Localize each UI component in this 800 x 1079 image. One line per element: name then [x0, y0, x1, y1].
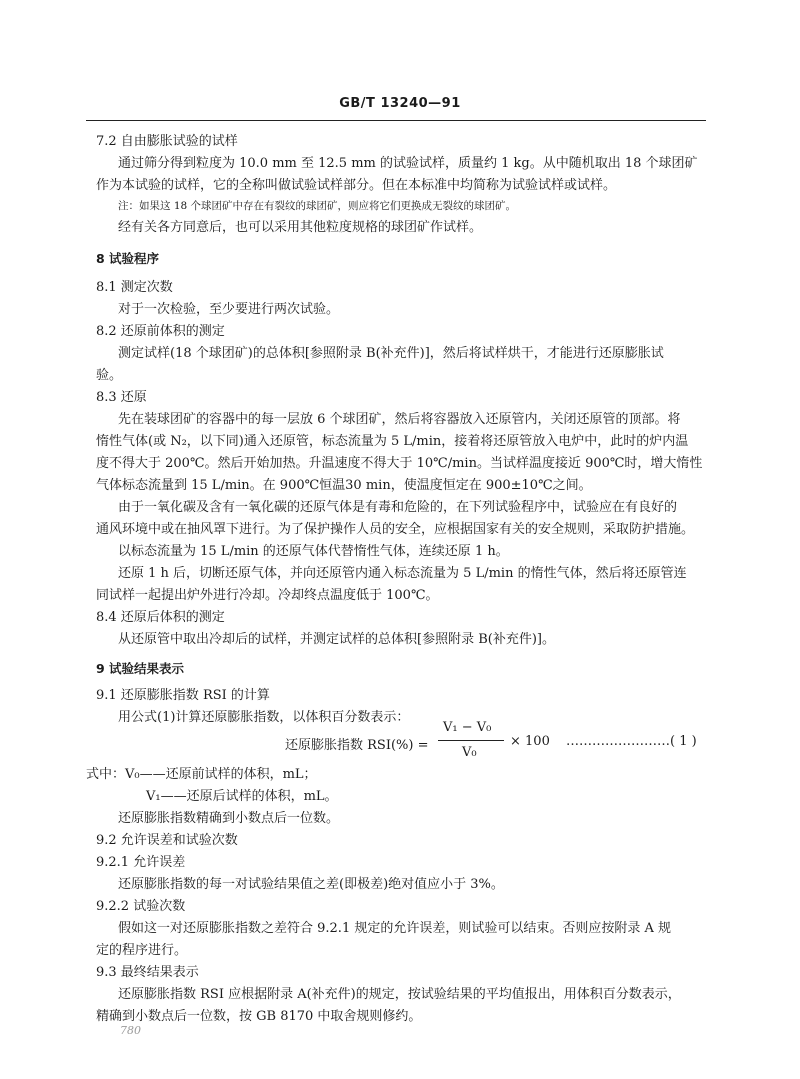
- formula-lhs: 还原膨胀指数 RSI(%) =: [285, 738, 429, 753]
- section-8-3-paragraph-line: 先在装球团矿的容器中的每一层放 6 个球团矿，然后将容器放入还原管内，关闭还原管的顶部。将: [118, 412, 681, 427]
- section-8-2-paragraph-line: 验。: [96, 368, 123, 383]
- formula-numerator: V₁ − V₀: [443, 720, 492, 735]
- section-8-title: 8 试验程序: [96, 251, 160, 266]
- section-9-2-1-paragraph: 还原膨胀指数的每一对试验结果值之差(即极差)绝对值应小于 3%。: [118, 877, 504, 892]
- section-8-3-paragraph-line: 同试样一起提出炉外进行冷却。冷却终点温度低于 100℃。: [96, 588, 439, 603]
- section-7-2-note: 注：如果这 18 个球团矿中存在有裂纹的球团矿，则应将它们更换成无裂纹的球团矿。: [118, 200, 517, 212]
- header-rule: [86, 120, 706, 121]
- section-9-2-1-title: 9.2.1 允许误差: [96, 855, 186, 870]
- section-8-3-paragraph-line: 度不得大于 200℃。然后开始加热。升温速度不得大于 10℃/min。当试样温度接近 900℃时，增大惰性: [96, 456, 703, 471]
- section-9-3-paragraph-line: 精确到小数点后一位数，按 GB 8170 中取舍规则修约。: [96, 1009, 422, 1024]
- section-8-3-paragraph-line: 还原 1 h 后，切断还原气体，并向还原管内通入标态流量为 5 L/min 的惰性气体，然后将还原管连: [118, 566, 687, 581]
- section-8-3-paragraph-line: 通风环境中或在抽风罩下进行。为了保护操作人员的安全，应根据国家有关的安全规则，采取防护措施。: [96, 522, 695, 537]
- section-9-2-2-paragraph-line: 假如这一对还原膨胀指数之差符合 9.2.1 规定的允许误差，则试验可以结束。否则应按附录 A 规: [118, 921, 671, 936]
- section-9-2-title: 9.2 允许误差和试验次数: [96, 833, 238, 848]
- section-7-2-paragraph-line: 作为本试验的试样，它的全称叫做试验试样部分。但在本标准中均简称为试验试样或试样。: [96, 178, 617, 193]
- formula-where-line: V₁——还原后试样的体积，mL。: [146, 789, 338, 804]
- section-8-2-paragraph-line: 测定试样(18 个球团矿)的总体积[参照附录 B(补充件)]，然后将试样烘干，才能进行还原膨胀试: [118, 346, 664, 361]
- section-7-2-paragraph-line: 通过筛分得到粒度为 10.0 mm 至 12.5 mm 的试验试样，质量约 1 kg。从中随机取出 18 个球团矿: [118, 156, 698, 171]
- section-8-1-title: 8.1 测定次数: [96, 280, 173, 295]
- section-8-4-title: 8.4 还原后体积的测定: [96, 610, 225, 625]
- section-9-3-title: 9.3 最终结果表示: [96, 965, 199, 980]
- section-8-3-paragraph-line: 由于一氧化碳及含有一氧化碳的还原气体是有毒和危险的，在下列试验程序中，试验应在有良好的: [118, 500, 678, 515]
- formula-number: ……………………( 1 ): [566, 734, 697, 749]
- section-8-3-title: 8.3 还原: [96, 390, 147, 405]
- precision-statement: 还原膨胀指数精确到小数点后一位数。: [118, 811, 340, 826]
- formula-multiplier: × 100: [510, 734, 550, 749]
- page-number: 780: [120, 1024, 141, 1037]
- section-9-1-title: 9.1 还原膨胀指数 RSI 的计算: [96, 688, 270, 703]
- section-9-2-2-title: 9.2.2 试验次数: [96, 899, 186, 914]
- section-9-1-paragraph: 用公式(1)计算还原膨胀指数，以体积百分数表示：: [118, 710, 410, 725]
- fraction-bar: [438, 740, 504, 741]
- section-9-2-2-paragraph-line: 定的程序进行。: [96, 943, 188, 958]
- section-9-3-paragraph-line: 还原膨胀指数 RSI 应根据附录 A(补充件)的规定，按试验结果的平均值报出，用体积百分数表示，: [118, 987, 681, 1002]
- section-8-2-title: 8.2 还原前体积的测定: [96, 324, 225, 339]
- section-7-2-paragraph-line: 经有关各方同意后，也可以采用其他粒度规格的球团矿作试样。: [118, 220, 483, 235]
- section-8-4-paragraph: 从还原管中取出冷却后的试样，并测定试样的总体积[参照附录 B(补充件)]。: [118, 632, 555, 647]
- section-9-title: 9 试验结果表示: [96, 661, 185, 676]
- section-8-3-paragraph-line: 以标态流量为 15 L/min 的还原气体代替惰性气体，连续还原 1 h。: [118, 544, 509, 559]
- formula-denominator: V₀: [462, 745, 477, 760]
- section-8-1-paragraph: 对于一次检验，至少要进行两次试验。: [118, 302, 340, 317]
- section-8-3-paragraph-line: 气体标态流量到 15 L/min。在 900℃恒温30 min，使温度恒定在 900±10℃之间。: [96, 478, 592, 493]
- section-8-3-paragraph-line: 惰性气体(或 N₂，以下同)通入还原管，标态流量为 5 L/min，接着将还原管放入电炉中，此时的炉内温: [96, 434, 689, 449]
- formula-where-line: 式中：V₀——还原前试样的体积，mL；: [86, 767, 317, 782]
- section-7-2-title: 7.2 自由膨胀试验的试样: [96, 134, 238, 149]
- standard-code-header: GB/T 13240—91: [339, 96, 461, 111]
